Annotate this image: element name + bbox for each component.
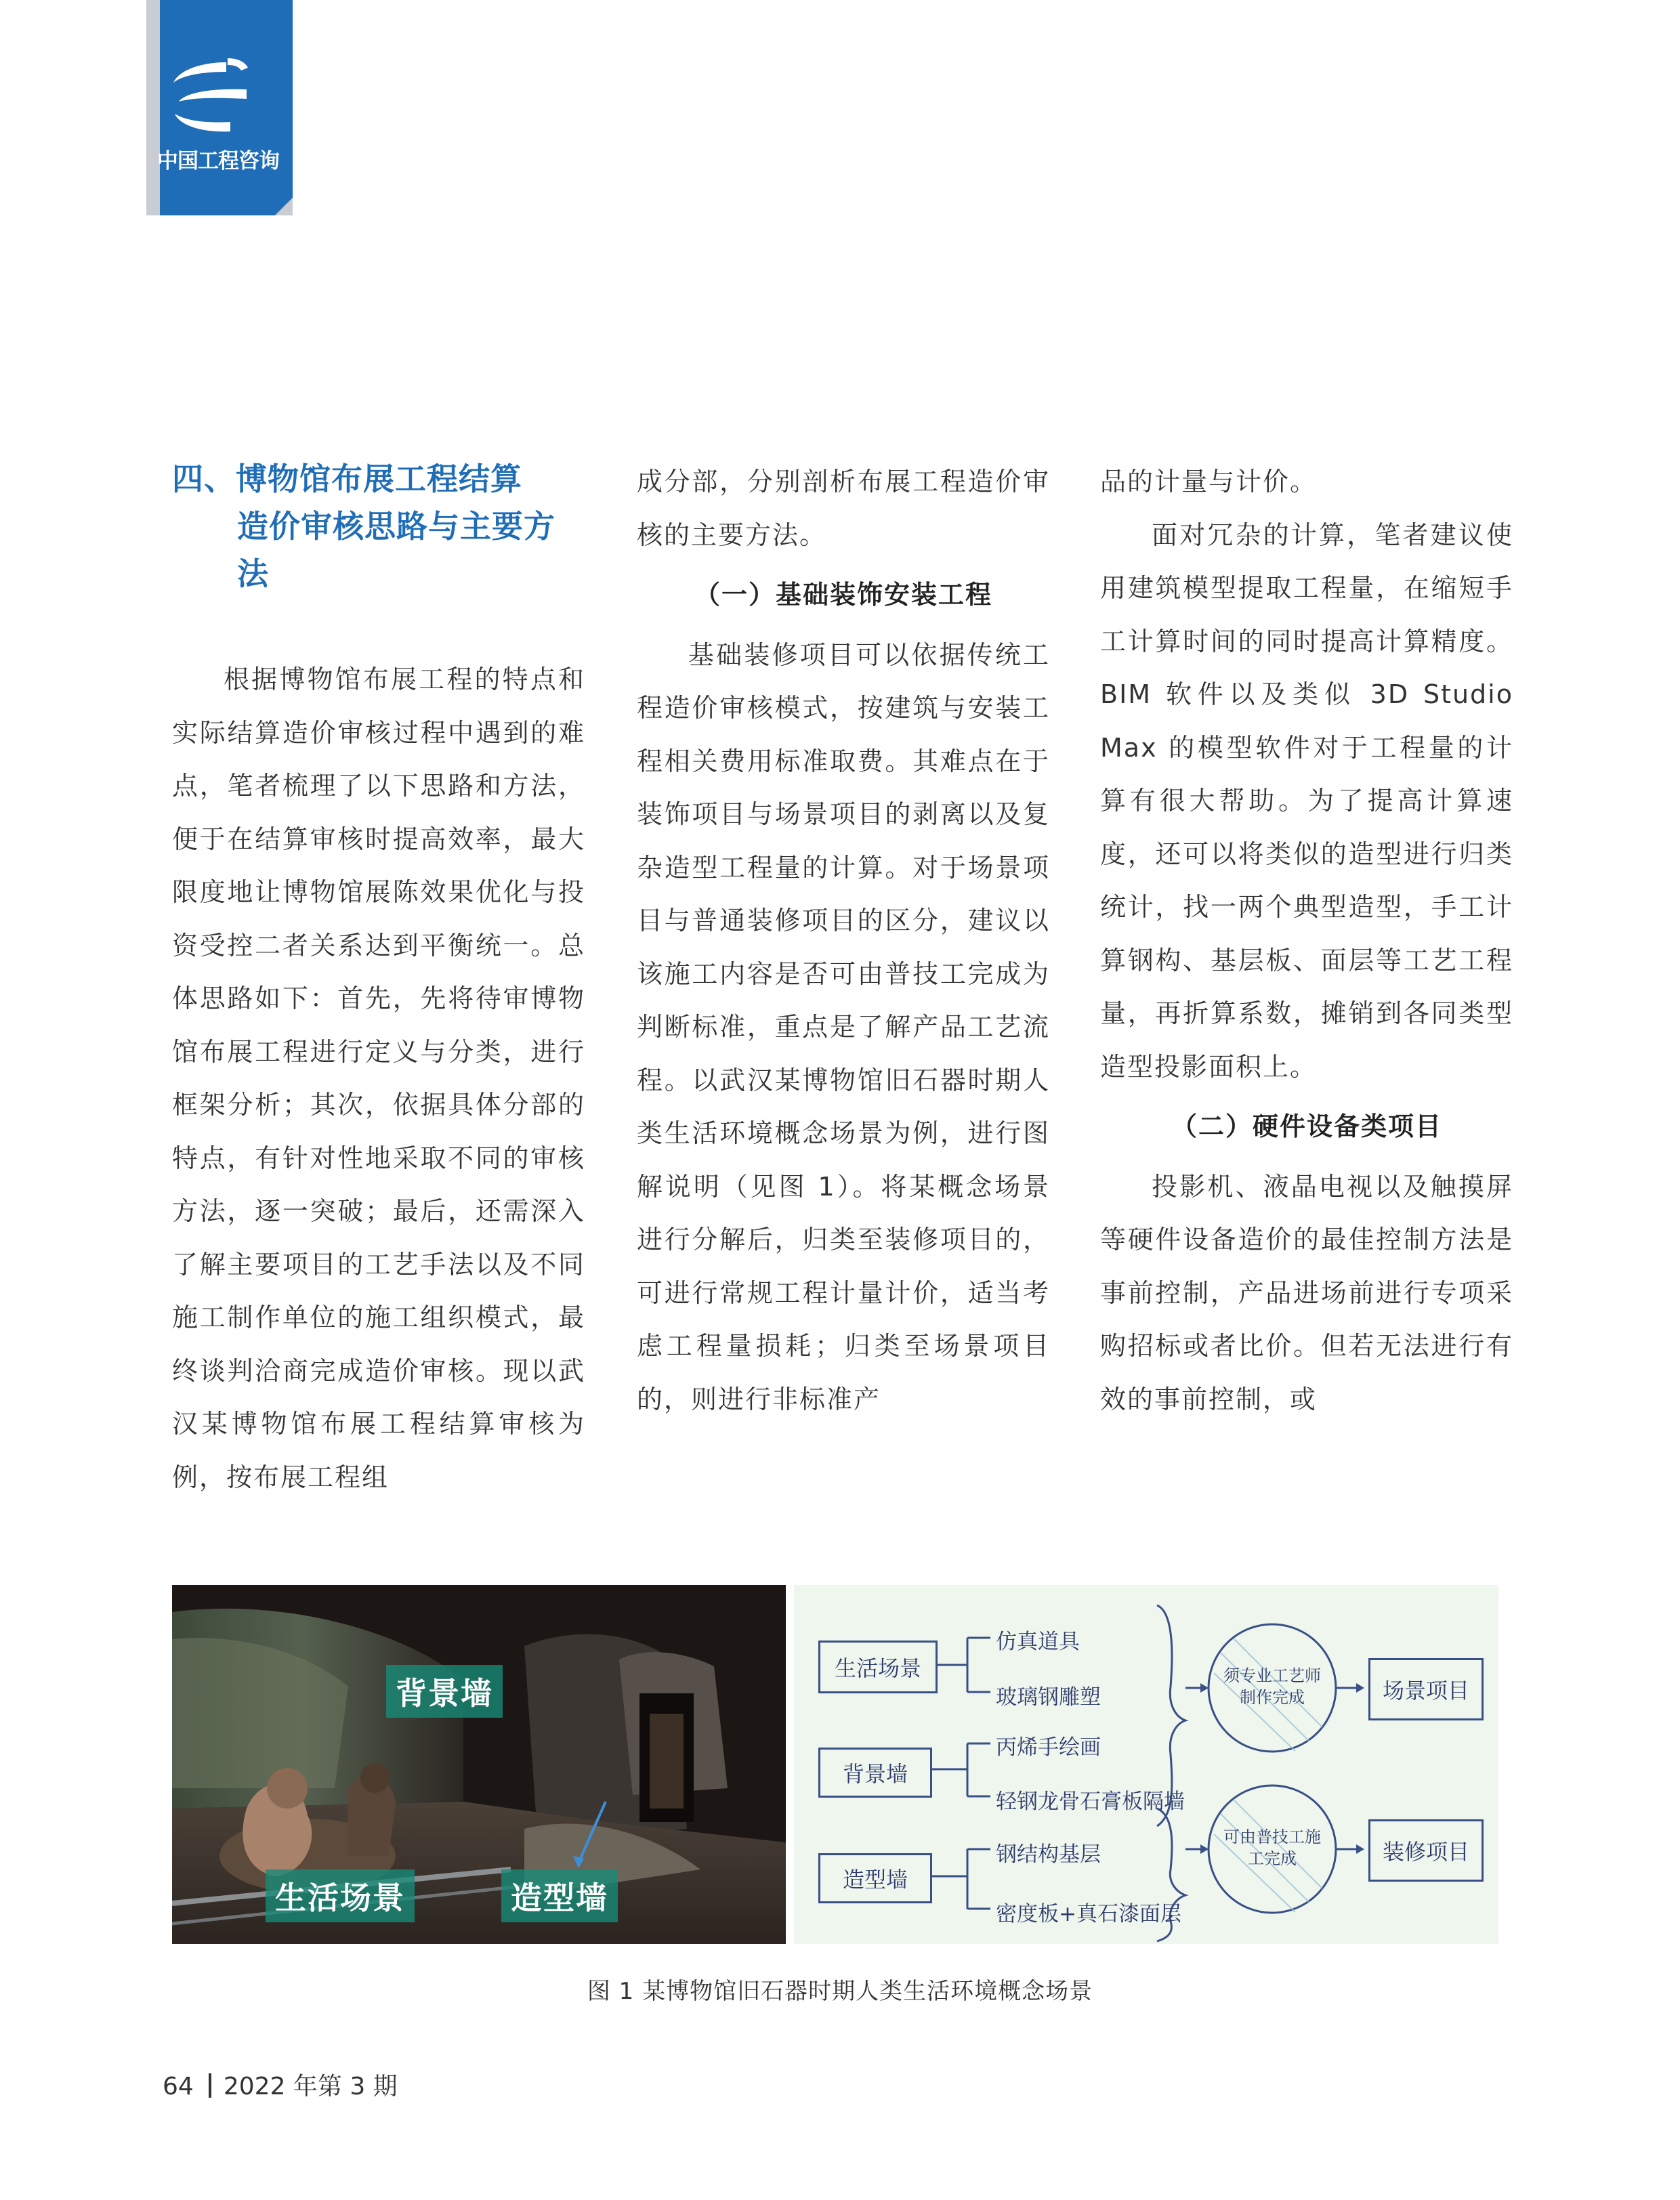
journal-logo-tab <box>146 0 293 215</box>
museum-scene-photo <box>172 1585 786 1944</box>
subheading: （二）硬件设备类项目 <box>1171 1112 1442 1141</box>
subheading: （一）基础装饰安装工程 <box>694 580 992 610</box>
column-3 <box>1100 455 1513 1426</box>
item-mdf-stone-paint: 密度板+真石漆面层 <box>996 1902 1181 1926</box>
section-title-line1: 四、博物馆布展工程结算 <box>172 461 522 497</box>
body-paragraph: 品的计量与计价。 <box>1100 467 1318 496</box>
section-title <box>172 455 585 597</box>
result-scene-project: 场景项目 <box>1368 1658 1484 1720</box>
museum-scene-illustration <box>172 1585 786 1944</box>
category-living-scene: 生活场景 <box>818 1641 938 1693</box>
body-paragraph: 成分部，分别剖析布展工程造价审核的主要方法。 <box>637 467 1050 550</box>
column-2 <box>637 455 1050 1426</box>
label-background-wall: 背景墙 <box>386 1665 503 1718</box>
footer-divider <box>209 2073 211 2098</box>
category-background-wall: 背景墙 <box>818 1748 932 1798</box>
page-footer <box>163 2067 398 2102</box>
item-gypsum-partition: 轻钢龙骨石膏板隔墙 <box>996 1790 1185 1814</box>
figure-1 <box>172 1585 1498 1944</box>
logo-text: 中国工程咨询 <box>157 149 279 173</box>
label-shaped-wall: 造型墙 <box>501 1869 618 1922</box>
body-paragraph: 基础装修项目可以依据传统工程造价审核模式，按建筑与安装工程相关费用标准取费。其难点在于装饰项目与场景项目的剥离以及复杂造型工程量的计算。对于场景项目与普通装修项目的区分，建议以该施工内容是否可由普技工完成为判断标准，重点是了解产品工艺流程。以武汉某博物馆旧石器时期人类生活环境概念场景为例，进行图解说明（见图 1）。将某概念场景进行分解后，归类至装修项目的，可进行常规工程计量计价，适当考虑工程量损耗；归类至场景项目的，则进行非标准产 <box>637 639 1050 1414</box>
section-title-line2: 造价审核思路与主要方法 <box>237 508 555 592</box>
item-frp-sculpture: 玻璃钢雕塑 <box>996 1685 1101 1710</box>
body-paragraph: 投影机、液晶电视以及触摸屏等硬件设备造价的最佳控制方法是事前控制，产品进场前进行专项采购招标或者比价。但若无法进行有效的事前控制，或 <box>1100 1171 1513 1414</box>
column-1 <box>172 455 585 1504</box>
circle-general-worker: 可由普技工施工完成 <box>1223 1827 1321 1868</box>
label-living-scene: 生活场景 <box>266 1869 415 1922</box>
logo-badge-icon <box>146 0 293 215</box>
item-prop: 仿真道具 <box>996 1630 1080 1654</box>
page-number: 64 <box>163 2073 194 2100</box>
figure-caption: 图 1 某博物馆旧石器时期人类生活环境概念场景 <box>587 1978 1093 2005</box>
item-acrylic-painting: 丙烯手绘画 <box>996 1735 1101 1760</box>
classification-diagram <box>794 1585 1498 1944</box>
body-paragraph: 面对冗杂的计算，笔者建议使用建筑模型提取工程量，在缩短手工计算时间的同时提高计算精度。BIM 软件以及类似 3D Studio Max 的模型软件对于工程量的计算有很大帮助。为了提高计算速度，还可以将类似的造型进行归类统计，找一两个典型造型，手工计算钢构、基层板、面层等工艺工程量，再折算系数，摊销到各同类型造型投影面积上。 <box>1100 520 1513 1082</box>
body-paragraph: 根据博物馆布展工程的特点和实际结算造价审核过程中遇到的难点，笔者梳理了以下思路和方法，便于在结算审核时提高效率，最大限度地让博物馆展陈效果优化与投资受控二者关系达到平衡统一。总体思路如下：首先，先将待审博物馆布展工程进行定义与分类，进行框架分析；其次，依据具体分部的特点，有针对性地采取不同的审核方法，逐一突破；最后，还需深入了解主要项目的工艺手法以及不同施工制作单位的施工组织模式，最终谈判洽商完成造价审核。现以武汉某博物馆布展工程结算审核为例，按布展工程组 <box>172 664 585 1492</box>
category-shaped-wall: 造型墙 <box>818 1853 932 1903</box>
item-steel-base: 钢结构基层 <box>996 1842 1101 1867</box>
circle-specialist-made: 须专业工艺师制作完成 <box>1223 1666 1321 1707</box>
issue-label: 2022 年第 3 期 <box>223 2073 398 2100</box>
result-decoration-project: 装修项目 <box>1368 1819 1484 1882</box>
